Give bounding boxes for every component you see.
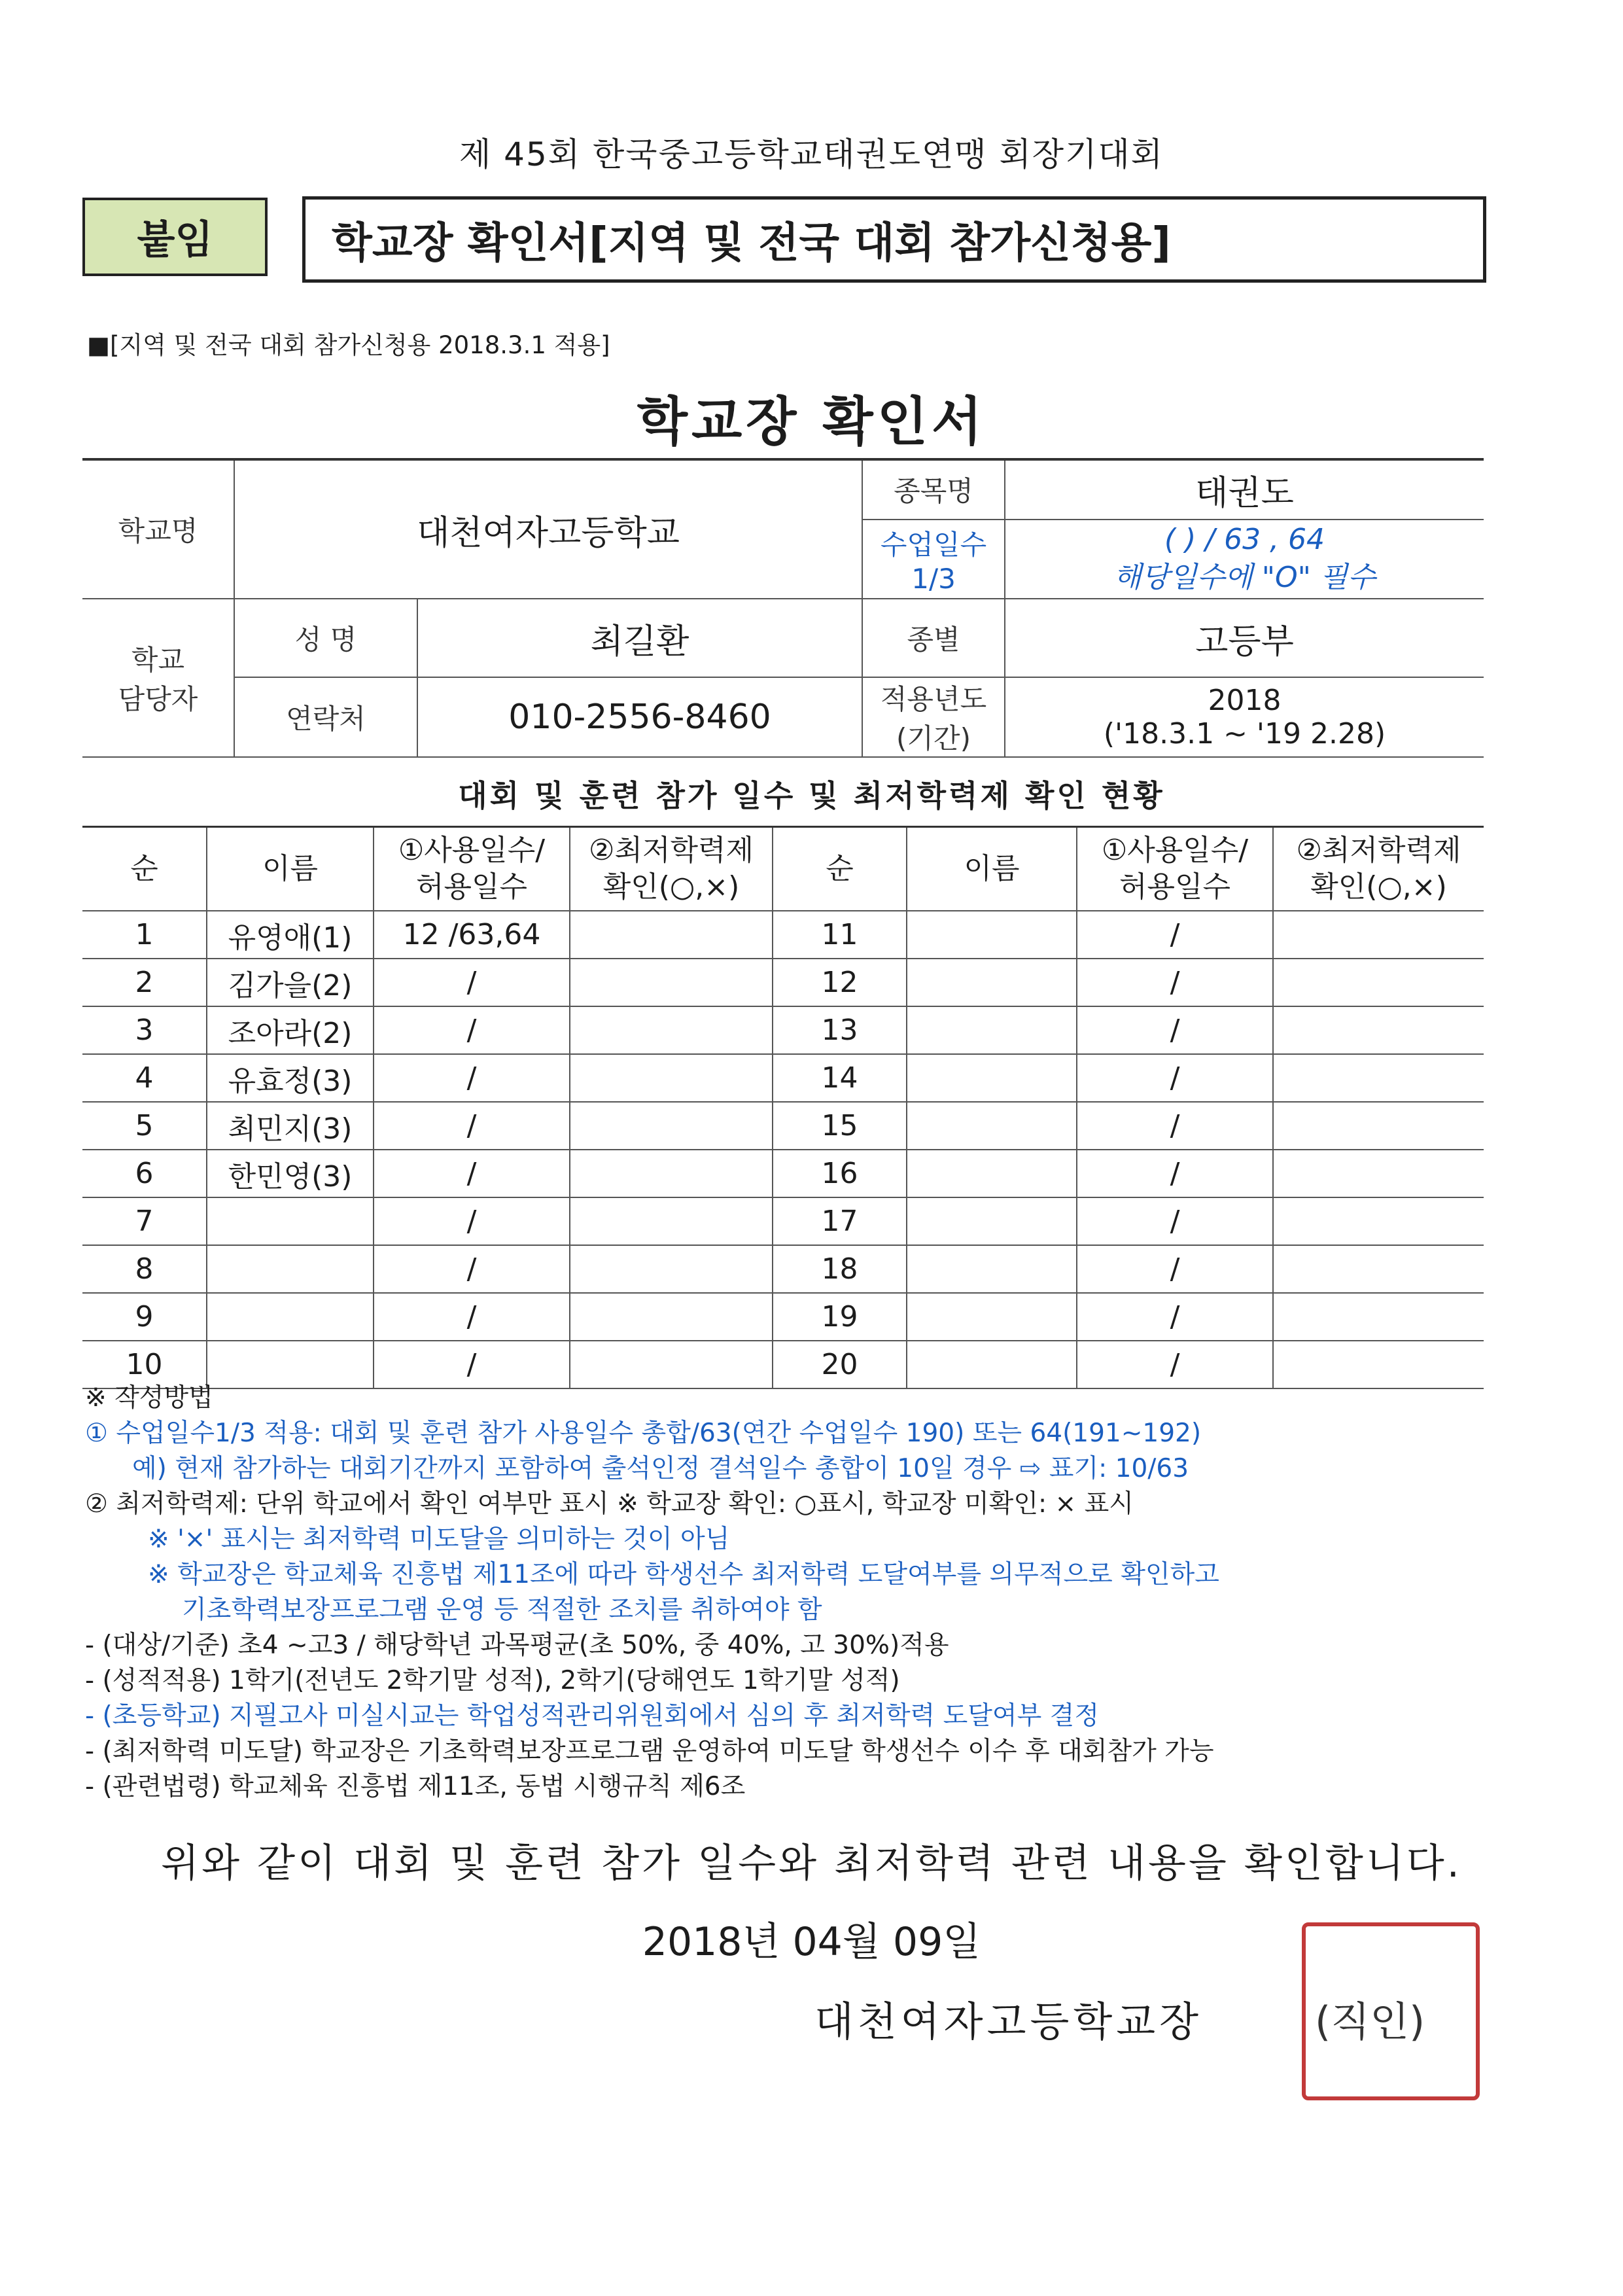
- row-name: 한민영(3): [207, 1150, 374, 1197]
- class-days-label-line2: 1/3: [911, 562, 956, 595]
- row-days: /: [374, 1197, 570, 1245]
- col-check-right-line2: 확인(○,×): [1310, 870, 1447, 904]
- col-days-line2: 허용일수: [415, 870, 527, 904]
- row-days: /: [374, 1054, 570, 1102]
- row-days: /: [374, 1341, 570, 1388]
- row-no: 18: [773, 1245, 907, 1293]
- row-days: /: [1077, 1197, 1273, 1245]
- school-name-label: 학교명: [82, 459, 234, 599]
- status-row: [82, 1150, 1484, 1197]
- division-value: 고등부: [1005, 599, 1484, 677]
- school-name-value: 대천여자고등학교: [234, 459, 862, 599]
- status-heading: 대회 및 훈련 참가 일수 및 최저학력제 확인 현황: [458, 778, 1165, 813]
- row-check: [1273, 1245, 1484, 1293]
- row-name: [907, 1245, 1077, 1293]
- class-days-note: 해당일수에 "O" 필수: [1113, 561, 1376, 595]
- year-label-line2: (기간): [896, 722, 971, 754]
- row-days: /: [374, 1245, 570, 1293]
- row-days: /: [1077, 1006, 1273, 1054]
- row-no: 3: [82, 1006, 207, 1054]
- row-check: [1273, 1054, 1484, 1102]
- row-no: 1: [82, 911, 207, 959]
- row-no: 7: [82, 1197, 207, 1245]
- row-no: 16: [773, 1150, 907, 1197]
- note-2-duty-cont: 기초학력보장프로그램 운영 등 적절한 조치를 취하여야 함: [182, 1595, 822, 1625]
- row-no: 2: [82, 959, 207, 1006]
- contact-value: 010-2556-8460: [417, 677, 862, 757]
- sport-value: 태권도: [1005, 459, 1484, 520]
- col-no: 순: [82, 827, 207, 911]
- row-name: 유영애(1): [207, 911, 374, 959]
- row-days: /: [1077, 911, 1273, 959]
- row-name: [907, 959, 1077, 1006]
- sport-label: 종목명: [862, 459, 1005, 520]
- issue-date: 2018년 04월 09일: [642, 1919, 981, 1965]
- note-4: - (성적적용) 1학기(전년도 2학기말 성적), 2학기(당해연도 1학기말 성적): [85, 1666, 900, 1695]
- note-1: ① 수업일수1/3 적용: 대회 및 훈련 참가 사용일수 총합/63(연간 수업일수 190) 또는 64(191~192): [85, 1419, 1202, 1448]
- row-no: 12: [773, 959, 907, 1006]
- row-name: [907, 1197, 1077, 1245]
- row-check: [570, 1293, 773, 1341]
- note-7: - (관련법령) 학교체육 진흥법 제11조, 동법 시행규칙 제6조: [85, 1772, 746, 1801]
- row-days: 12 /63,64: [374, 911, 570, 959]
- row-days: /: [1077, 1150, 1273, 1197]
- closing-statement: 위와 같이 대회 및 훈련 참가 일수와 최저학력 관련 내용을 확인합니다.: [161, 1841, 1462, 1886]
- class-days-value-cell: [1005, 520, 1484, 599]
- row-check: [570, 1245, 773, 1293]
- row-days: /: [374, 959, 570, 1006]
- division-label: 종별: [862, 599, 1005, 677]
- row-days: /: [1077, 1341, 1273, 1388]
- col-check: [570, 827, 773, 911]
- row-days: /: [1077, 1293, 1273, 1341]
- manager-label-line1: 학교: [131, 644, 185, 676]
- year-value: 2018: [1208, 684, 1282, 717]
- col-days-right-line1: ①사용일수/: [1101, 834, 1249, 867]
- class-days-value: ( ) / 63 , 64: [1164, 523, 1325, 557]
- manager-label-line2: 담당자: [118, 683, 198, 715]
- row-days: /: [374, 1102, 570, 1150]
- year-label-line1: 적용년도: [880, 683, 987, 715]
- principal-signature: 대천여자고등학교장: [814, 1998, 1203, 2045]
- col-check-right: [1273, 827, 1484, 911]
- notes-heading: ※ 작성방법: [85, 1383, 213, 1413]
- col-name: 이름: [207, 827, 374, 911]
- row-check: [1273, 1197, 1484, 1245]
- row-no: 14: [773, 1054, 907, 1102]
- row-name: [907, 1102, 1077, 1150]
- row-name: 최민지(3): [207, 1102, 374, 1150]
- manager-label: [82, 599, 234, 757]
- status-header-row: [82, 827, 1484, 911]
- row-check: [570, 1102, 773, 1150]
- row-no: 20: [773, 1341, 907, 1388]
- note-2-duty: ※ 학교장은 학교체육 진흥법 제11조에 따라 학생선수 최저학력 도달여부를 의무적으로 확인하고: [148, 1560, 1219, 1589]
- row-days: /: [374, 1293, 570, 1341]
- row-no: 13: [773, 1006, 907, 1054]
- row-days: /: [1077, 1245, 1273, 1293]
- document-heading: 학교장 확인서[지역 및 전국 대회 참가신청용]: [302, 196, 1486, 283]
- col-name-right: 이름: [907, 827, 1077, 911]
- row-check: [1273, 1102, 1484, 1150]
- note-1-example: 예) 현재 참가하는 대회기간까지 포함하여 출석인정 결석일수 총합이 10일 경우 ⇨ 표기: 10/63: [132, 1454, 1189, 1483]
- col-days: [374, 827, 570, 911]
- row-no: 19: [773, 1293, 907, 1341]
- row-name: [907, 1054, 1077, 1102]
- manager-name-value: 최길환: [417, 599, 862, 677]
- applicability-note: ■[지역 및 전국 대회 참가신청용 2018.3.1 적용]: [87, 331, 610, 359]
- contact-label: 연락처: [234, 677, 417, 757]
- seal-label: (직인): [1315, 1998, 1425, 2045]
- form-title: 학교장 확인서: [637, 391, 986, 452]
- year-value-cell: [1005, 677, 1484, 757]
- row-name: [907, 911, 1077, 959]
- status-row: [82, 911, 1484, 959]
- note-6: - (최저학력 미도달) 학교장은 기초학력보장프로그램 운영하여 미도달 학생선수 이수 후 대회참가 가능: [85, 1737, 1214, 1766]
- row-name: [207, 1197, 374, 1245]
- attachment-label: 붙임: [82, 198, 268, 276]
- row-no: 11: [773, 911, 907, 959]
- row-no: 5: [82, 1102, 207, 1150]
- class-days-label: [862, 520, 1005, 599]
- row-name: [207, 1293, 374, 1341]
- row-days: /: [1077, 959, 1273, 1006]
- col-days-line1: ①사용일수/: [398, 834, 546, 867]
- status-row: [82, 1054, 1484, 1102]
- row-check: [1273, 959, 1484, 1006]
- year-label: [862, 677, 1005, 757]
- year-period: ('18.3.1 ~ '19 2.28): [1103, 717, 1386, 751]
- row-name: [907, 1293, 1077, 1341]
- row-no: 15: [773, 1102, 907, 1150]
- name-label: 성 명: [234, 599, 417, 677]
- row-name: 조아라(2): [207, 1006, 374, 1054]
- row-name: 유효정(3): [207, 1054, 374, 1102]
- row-name: [907, 1150, 1077, 1197]
- row-name: 김가을(2): [207, 959, 374, 1006]
- status-row: [82, 1197, 1484, 1245]
- row-no: 6: [82, 1150, 207, 1197]
- row-days: /: [1077, 1054, 1273, 1102]
- row-check: [570, 1197, 773, 1245]
- participation-status-table: [82, 826, 1484, 1389]
- row-name: [207, 1245, 374, 1293]
- row-check: [570, 1054, 773, 1102]
- col-check-line1: ②최저학력제: [589, 834, 754, 867]
- col-days-right-line2: 허용일수: [1119, 870, 1230, 904]
- school-info-table: [82, 458, 1484, 758]
- note-2: ② 최저학력제: 단위 학교에서 확인 여부만 표시 ※ 학교장 확인: ○표시, 학교장 미확인: × 표시: [85, 1489, 1134, 1519]
- row-no: 8: [82, 1245, 207, 1293]
- writing-instructions: [85, 1381, 1511, 1805]
- class-days-label-line1: 수업일수: [880, 528, 987, 561]
- status-row: [82, 1245, 1484, 1293]
- status-row: [82, 1293, 1484, 1341]
- col-days-right: [1077, 827, 1273, 911]
- note-2-remark: ※ '×' 표시는 최저학력 미도달을 의미하는 것이 아님: [148, 1525, 730, 1554]
- col-check-line2: 확인(○,×): [602, 870, 740, 904]
- row-days: /: [1077, 1102, 1273, 1150]
- row-check: [570, 911, 773, 959]
- row-no: 17: [773, 1197, 907, 1245]
- status-row: [82, 959, 1484, 1006]
- row-check: [570, 1150, 773, 1197]
- row-check: [1273, 1006, 1484, 1054]
- row-check: [570, 1006, 773, 1054]
- status-row: [82, 1006, 1484, 1054]
- row-no: 4: [82, 1054, 207, 1102]
- row-days: /: [374, 1006, 570, 1054]
- col-check-right-line1: ②최저학력제: [1296, 834, 1461, 867]
- row-name: [907, 1006, 1077, 1054]
- row-check: [1273, 1150, 1484, 1197]
- row-days: /: [374, 1150, 570, 1197]
- row-no: 9: [82, 1293, 207, 1341]
- row-no: 10: [82, 1341, 207, 1388]
- row-check: [1273, 1293, 1484, 1341]
- row-check: [1273, 911, 1484, 959]
- col-no-right: 순: [773, 827, 907, 911]
- note-5: - (초등학교) 지필고사 미실시교는 학업성적관리위원회에서 심의 후 최저학력 도달여부 결정: [85, 1701, 1100, 1731]
- event-title: 제 45회 한국중고등학교태권도연맹 회장기대회: [459, 135, 1164, 173]
- status-row: [82, 1102, 1484, 1150]
- note-3: - (대상/기준) 초4 ~고3 / 해당학년 과목평균(초 50%, 중 40%, 고 30%)적용: [85, 1631, 949, 1660]
- row-check: [570, 959, 773, 1006]
